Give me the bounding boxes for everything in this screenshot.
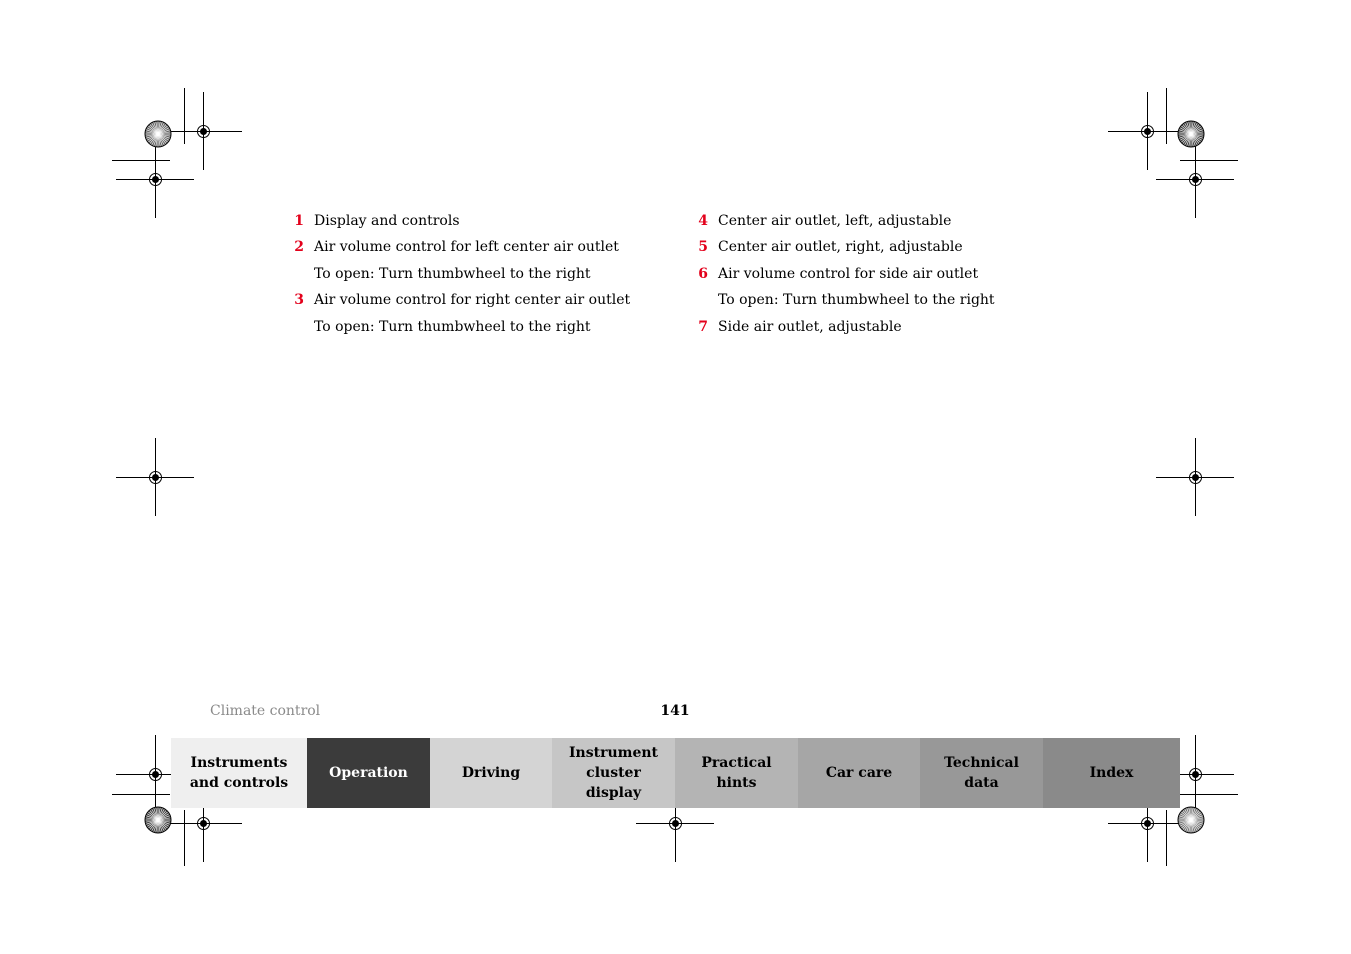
tab-instrument-cluster[interactable]: [552, 738, 675, 808]
legend-text: Center air outlet, right, adjustable: [718, 239, 963, 256]
legend-number: 1: [294, 213, 304, 229]
tab-label: Index: [1089, 765, 1134, 781]
legend-item-4: [690, 208, 1070, 234]
legend-subtext: To open: Turn thumbwheel to the right: [314, 318, 591, 335]
starburst-mark: [1178, 121, 1204, 147]
crosshair-mark: [116, 140, 194, 218]
legend-right-column: [690, 208, 1070, 340]
legend-text: Side air outlet, adjustable: [718, 318, 902, 335]
tab-label: Technical data: [944, 755, 1019, 791]
crosshair-mark: [164, 92, 242, 170]
legend-item-1: [286, 208, 666, 234]
legend-item-6: [690, 261, 1070, 314]
crosshair-mark: [1108, 92, 1186, 170]
starburst-mark: [1178, 807, 1204, 833]
tab-label: Operation: [329, 765, 408, 781]
legend-text: Air volume control for left center air outlet: [314, 239, 619, 256]
tab-label: Car care: [825, 765, 893, 781]
legend-number: 4: [698, 213, 708, 229]
tab-practical-hints[interactable]: [675, 738, 798, 808]
section-label: Climate control: [210, 703, 321, 719]
crosshair-mark: [1156, 438, 1234, 516]
tab-label: Instruments and controls: [189, 755, 289, 791]
legend-left-column: [286, 208, 666, 340]
legend-number: 5: [698, 239, 708, 256]
legend-item-7: [690, 314, 1070, 340]
legend-item-5: [690, 234, 1070, 260]
legend-text: Air volume control for right center air outlet: [314, 292, 631, 309]
tab-car-care[interactable]: [798, 738, 920, 808]
legend-item-2: [286, 234, 666, 287]
legend-subtext: To open: Turn thumbwheel to the right: [718, 292, 995, 309]
starburst-mark: [145, 121, 171, 147]
chapter-nav-bar: [171, 738, 1180, 808]
legend-number: 3: [294, 292, 304, 309]
legend-number: 7: [698, 318, 708, 335]
legend-text: Center air outlet, left, adjustable: [718, 213, 952, 229]
legend-text: Display and controls: [314, 213, 460, 229]
tab-instruments[interactable]: [171, 738, 307, 808]
tab-driving[interactable]: [430, 738, 552, 808]
legend-item-3: [286, 287, 666, 340]
legend-text: Air volume control for side air outlet: [718, 265, 979, 282]
tab-operation[interactable]: [307, 738, 430, 808]
crosshair-mark: [1156, 140, 1234, 218]
starburst-mark: [145, 807, 171, 833]
legend-number: 6: [698, 265, 708, 282]
tab-label: Practical hints: [701, 755, 772, 791]
page-number: 141: [660, 703, 690, 719]
tab-label: Instrument cluster display: [569, 745, 658, 801]
crosshair-mark: [116, 438, 194, 516]
tab-label: Driving: [461, 765, 521, 781]
legend-subtext: To open: Turn thumbwheel to the right: [314, 265, 591, 282]
tab-technical-data[interactable]: [920, 738, 1043, 808]
legend-number: 2: [294, 239, 304, 256]
tab-index[interactable]: [1043, 738, 1180, 808]
